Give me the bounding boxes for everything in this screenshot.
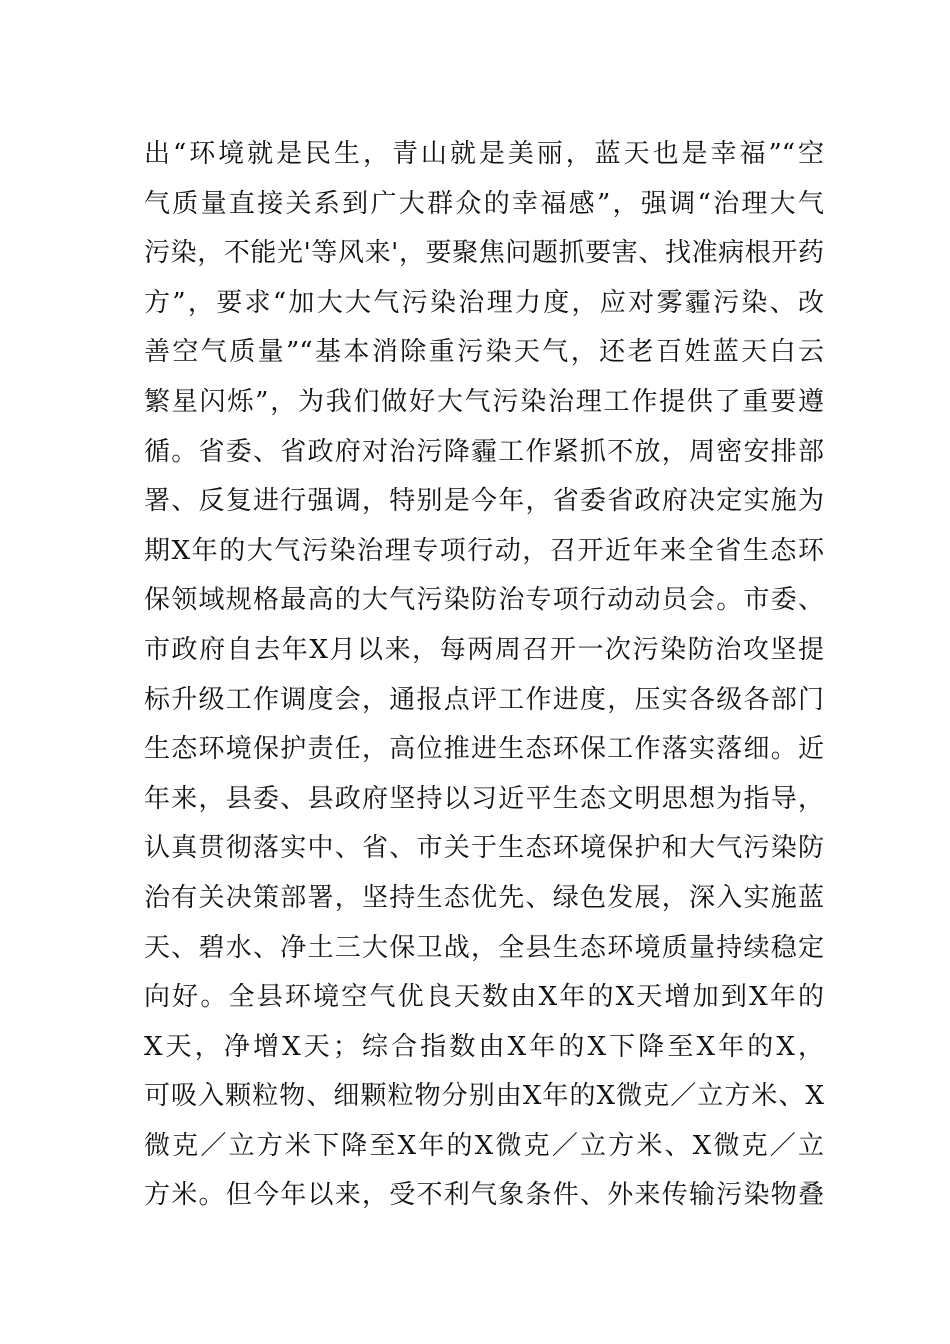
- text-line-13: 生态环境保护责任，高位推进生态环保工作落实落细。近: [144, 734, 824, 765]
- text-line-17: 天、碧水、净土三大保卫战，全县生态环境质量持续稳定: [144, 932, 824, 963]
- text-line-10: 保领域规格最高的大气污染防治专项行动动员会。市委、: [144, 585, 824, 616]
- text-line-22: 方米。但今年以来，受不利气象条件、外来传输污染物叠: [144, 1180, 824, 1211]
- text-line-20: 可吸入颗粒物、细颗粒物分别由X年的X微克／立方米、X: [144, 1081, 824, 1112]
- text-line-18: 向好。全县环境空气优良天数由X年的X天增加到X年的: [144, 982, 824, 1013]
- text-line-4: 方”，要求“加大大气污染治理力度，应对雾霾污染、改: [144, 287, 824, 318]
- text-line-5: 善空气质量”“基本消除重污染天气，还老百姓蓝天白云: [144, 337, 824, 368]
- text-line-3: 污染，不能光'等风来'，要聚焦问题抓要害、找准病根开药: [144, 238, 824, 269]
- text-line-7: 循。省委、省政府对治污降霾工作紧抓不放，周密安排部: [144, 436, 824, 467]
- text-line-6: 繁星闪烁”，为我们做好大气污染治理工作提供了重要遵: [144, 386, 824, 417]
- text-line-8: 署、反复进行强调，特别是今年，省委省政府决定实施为: [144, 486, 824, 517]
- text-line-15: 认真贯彻落实中、省、市关于生态环境保护和大气污染防: [144, 833, 824, 864]
- text-line-12: 标升级工作调度会，通报点评工作进度，压实各级各部门: [144, 684, 824, 715]
- text-line-14: 年来，县委、县政府坚持以习近平生态文明思想为指导，: [144, 783, 824, 814]
- text-line-16: 治有关决策部署，坚持生态优先、绿色发展，深入实施蓝: [144, 882, 824, 913]
- text-line-1: 出“环境就是民生，青山就是美丽，蓝天也是幸福”“空: [144, 139, 824, 169]
- text-line-19: X天，净增X天；综合指数由X年的X下降至X年的X，: [144, 1031, 824, 1062]
- text-line-2: 气质量直接关系到广大群众的幸福感”，强调“治理大气: [144, 188, 824, 219]
- body-paragraph: [144, 130, 824, 1221]
- text-line-9: 期X年的大气污染治理专项行动，召开近年来全省生态环: [144, 535, 824, 566]
- text-line-11: 市政府自去年X月以来，每两周召开一次污染防治攻坚提: [144, 634, 824, 665]
- text-line-21: 微克／立方米下降至X年的X微克／立方米、X微克／立: [144, 1130, 824, 1161]
